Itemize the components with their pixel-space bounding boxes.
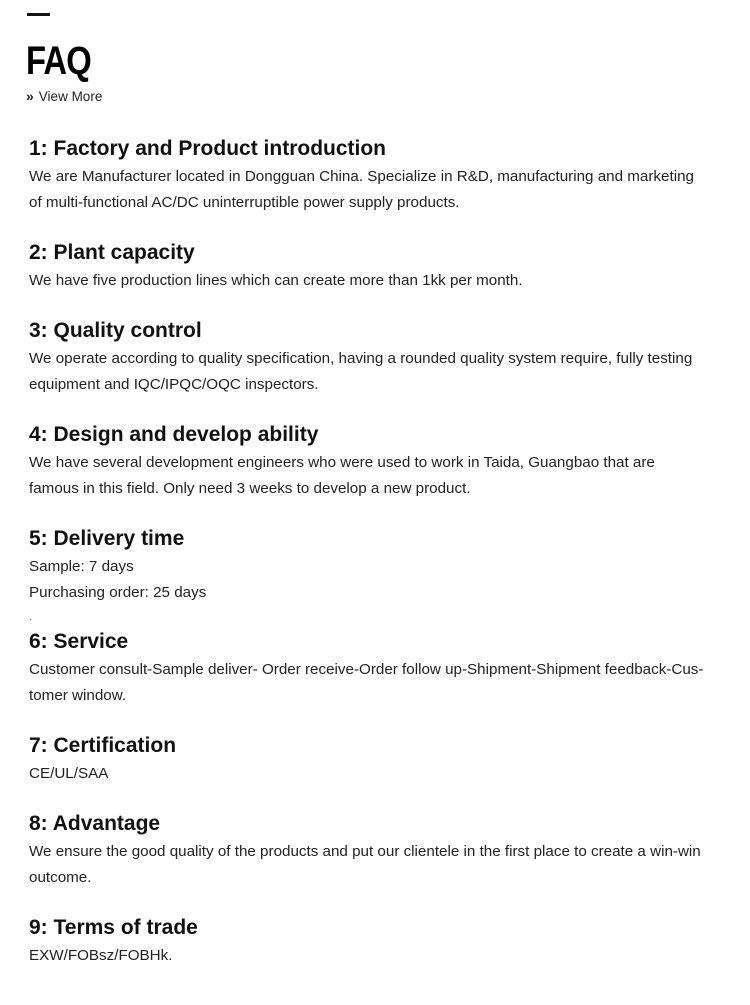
faq-answer [29,943,741,969]
faq-answer [29,450,741,502]
faq-item-7 [29,733,741,787]
faq-heading: 1: Factory and Product introduction [29,137,387,160]
view-more-link[interactable] [26,88,102,104]
faq-heading: 6: Service [29,630,129,653]
faq-answer-line: famous in this field. Only need 3 weeks to develop a new product. [29,480,471,497]
faq-item-9 [29,915,741,969]
faq-item-3 [29,318,741,398]
view-more-label: View More [38,88,103,104]
faq-item-1 [29,136,741,216]
faq-heading: 7: Certification [29,734,177,757]
faq-answer-line: tomer window. [29,687,127,704]
faq-answer [29,268,741,294]
faq-answer-line: of multi-functional AC/DC uninterruptible power supply products. [29,194,460,211]
faq-answer [29,657,741,709]
title-accent-bar [27,13,50,16]
faq-answer-line: outcome. [29,869,92,886]
faq-answer [29,346,741,398]
page-title: FAQ [26,39,91,83]
faq-answer-line: EXW/FOBsz/FOBHk. [29,947,173,964]
faq-answer-line: We have five production lines which can create more than 1kk per month. [29,272,523,289]
faq-item-8 [29,811,741,891]
faq-item-2 [29,240,741,294]
faq-heading: 5: Delivery time [29,527,185,550]
faq-heading: 9: Terms of trade [29,916,198,939]
faq-answer-line: Customer consult-Sample deliver- Order receive-Order follow up-Shipment-Shipment feedback-Cus- [29,661,704,678]
faq-answer-line: equipment and IQC/IPQC/OQC inspectors. [29,376,319,393]
faq-answer-line: We have several development engineers who were used to work in Taida, Guangbao that are [29,454,655,471]
faq-answer-line: Purchasing order: 25 days [29,584,207,601]
faq-answer-line: We operate according to quality specification, having a rounded quality system require, fully testing [29,350,693,367]
faq-item-5 [29,526,741,606]
faq-answer [29,554,741,606]
faq-heading: 3: Quality control [29,319,202,342]
faq-heading: 2: Plant capacity [29,241,195,264]
faq-answer [29,839,741,891]
faq-answer-line: CE/UL/SAA [29,765,109,782]
faq-item-4 [29,422,741,502]
double-chevron-icon: » [26,88,34,104]
faq-item-6 [29,629,741,709]
faq-answer-line: We ensure the good quality of the products and put our clientele in the first place to create a win-win [29,843,701,860]
faq-answer-line: We are Manufacturer located in Dongguan China. Specialize in R&D, manufacturing and marketing [29,168,694,185]
stray-dot: . [29,612,32,623]
faq-answer-line: Sample: 7 days [29,558,134,575]
faq-heading: 8: Advantage [29,812,161,835]
faq-answer [29,164,741,216]
faq-heading: 4: Design and develop ability [29,423,319,446]
faq-answer [29,761,741,787]
